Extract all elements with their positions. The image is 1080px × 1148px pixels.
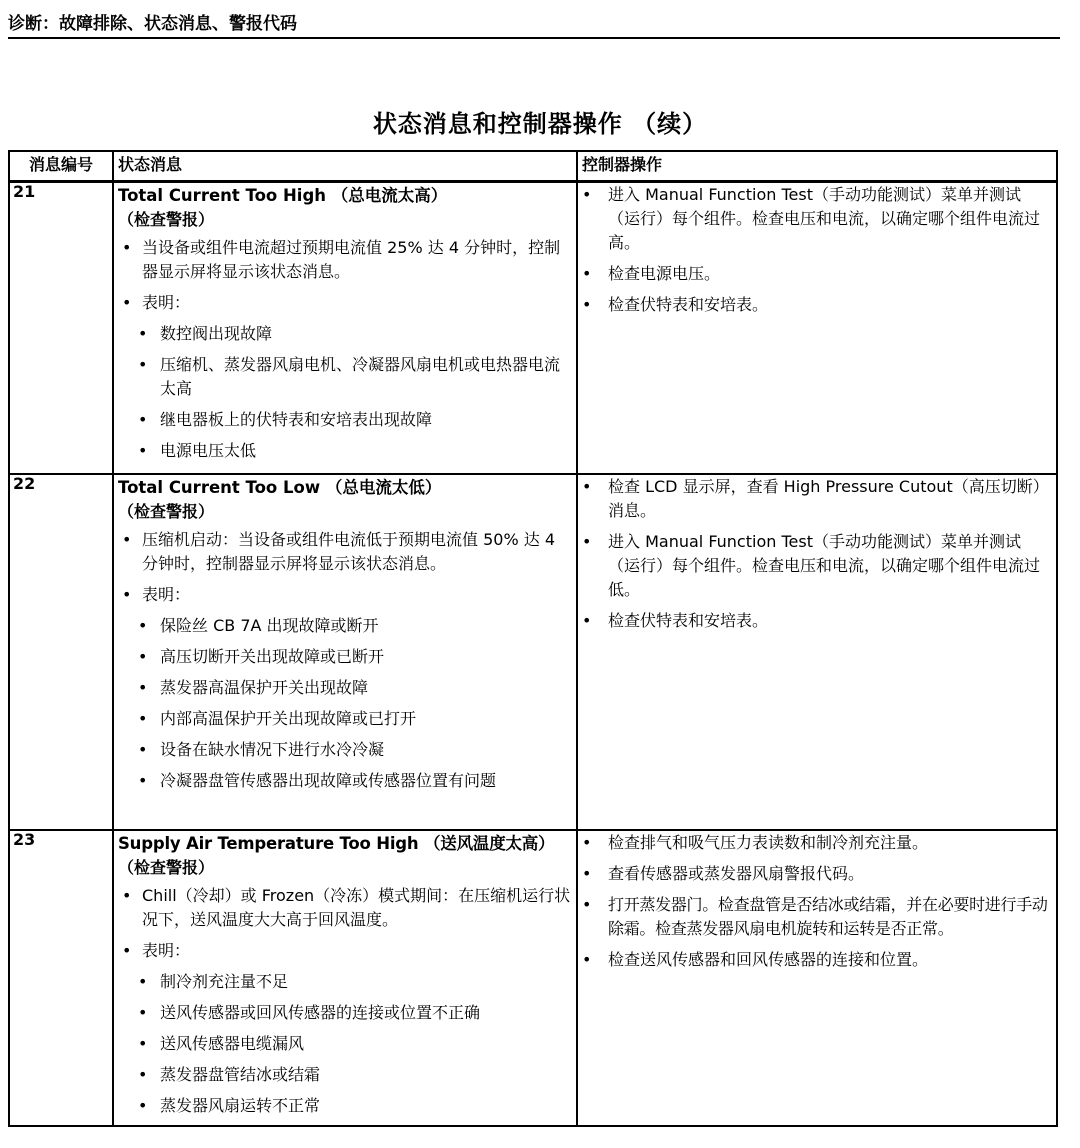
message-title: Supply Air Temperature Too High （送风温度太高）	[118, 833, 555, 853]
column-header-status-message: 状态消息	[113, 151, 577, 182]
cause-item: • 冷凝器盘管传感器出现故障或传感器位置有问题	[118, 769, 572, 793]
cause-item: • 设备在缺水情况下进行水冷冷凝	[118, 738, 572, 762]
cause-item: • 送风传感器或回风传感器的连接或位置不正确	[118, 1001, 572, 1025]
table-row	[9, 182, 1057, 474]
cause-item: • 蒸发器高温保护开关出现故障	[118, 676, 572, 700]
cause-item: • 数控阀出现故障	[118, 322, 572, 346]
column-header-message-number: 消息编号	[9, 151, 113, 182]
action-item: • 检查送风传感器和回风传感器的连接和位置。	[582, 948, 1052, 972]
cause-item: • 保险丝 CB 7A 出现故障或断开	[118, 614, 572, 638]
message-number: 23	[9, 830, 113, 1126]
controller-action-cell	[577, 182, 1057, 474]
condition-text: • Chill（冷却）或 Frozen（冷冻）模式期间：在压缩机运行状况下，送风温度大大高于回风温度。	[118, 884, 572, 932]
status-message-table	[8, 150, 1058, 1127]
indicates-label: • 表明：	[118, 291, 572, 315]
indicates-label: • 表明：	[118, 583, 572, 607]
action-item: • 打开蒸发器门。检查盘管是否结冰或结霜，并在必要时进行手动除霜。检查蒸发器风扇电机旋转和运转是否正常。	[582, 893, 1052, 941]
condition-text: • 压缩机启动：当设备或组件电流低于预期电流值 50% 达 4 分钟时，控制器显示屏将显示该状态消息。	[118, 528, 572, 576]
action-item: • 检查伏特表和安培表。	[582, 609, 1052, 633]
cause-item: • 电源电压太低	[118, 439, 572, 463]
message-tag: （检查警报）	[118, 857, 215, 877]
message-number: 21	[9, 182, 113, 474]
action-item: • 检查 LCD 显示屏，查看 High Pressure Cutout（高压切断）消息。	[582, 475, 1052, 523]
cause-item: • 高压切断开关出现故障或已断开	[118, 645, 572, 669]
controller-action-cell	[577, 474, 1057, 830]
action-item: • 进入 Manual Function Test（手动功能测试）菜单并测试（运行）每个组件。检查电压和电流，以确定哪个组件电流过低。	[582, 530, 1052, 602]
status-message-cell	[113, 474, 577, 830]
status-message-cell	[113, 830, 577, 1126]
action-item: • 检查排气和吸气压力表读数和制冷剂充注量。	[582, 831, 1052, 855]
table-row	[9, 830, 1057, 1126]
cause-item: • 继电器板上的伏特表和安培表出现故障	[118, 408, 572, 432]
cause-item: • 制冷剂充注量不足	[118, 970, 572, 994]
controller-action-cell	[577, 830, 1057, 1126]
message-title: Total Current Too High （总电流太高）	[118, 186, 448, 205]
condition-text: • 当设备或组件电流超过预期电流值 25% 达 4 分钟时，控制器显示屏将显示该状态消息。	[118, 236, 572, 284]
header-divider	[8, 37, 1060, 39]
column-header-controller-action: 控制器操作	[577, 151, 1057, 182]
cause-item: • 内部高温保护开关出现故障或已打开	[118, 707, 572, 731]
cause-item: • 蒸发器风扇运转不正常	[118, 1094, 572, 1118]
action-item: • 检查电源电压。	[582, 262, 1052, 286]
status-message-cell	[113, 182, 577, 474]
page-title: 状态消息和控制器操作 （续）	[372, 110, 708, 138]
table-row	[9, 474, 1057, 830]
action-item: • 进入 Manual Function Test（手动功能测试）菜单并测试（运行）每个组件。检查电压和电流，以确定哪个组件电流过高。	[582, 183, 1052, 255]
action-item: • 查看传感器或蒸发器风扇警报代码。	[582, 862, 1052, 886]
indicates-label: • 表明：	[118, 939, 572, 963]
message-tag: （检查警报）	[118, 210, 215, 229]
message-title: Total Current Too Low （总电流太低）	[118, 477, 442, 497]
table-header-row	[9, 151, 1057, 182]
message-tag: （检查警报）	[118, 501, 215, 521]
cause-item: • 压缩机、蒸发器风扇电机、冷凝器风扇电机或电热器电流太高	[118, 353, 572, 401]
cause-item: • 蒸发器盘管结冰或结霜	[118, 1063, 572, 1087]
section-header: 诊断：故障排除、状态消息、警报代码	[8, 14, 297, 34]
cause-item: • 送风传感器电缆漏风	[118, 1032, 572, 1056]
action-item: • 检查伏特表和安培表。	[582, 293, 1052, 317]
message-number: 22	[9, 474, 113, 830]
